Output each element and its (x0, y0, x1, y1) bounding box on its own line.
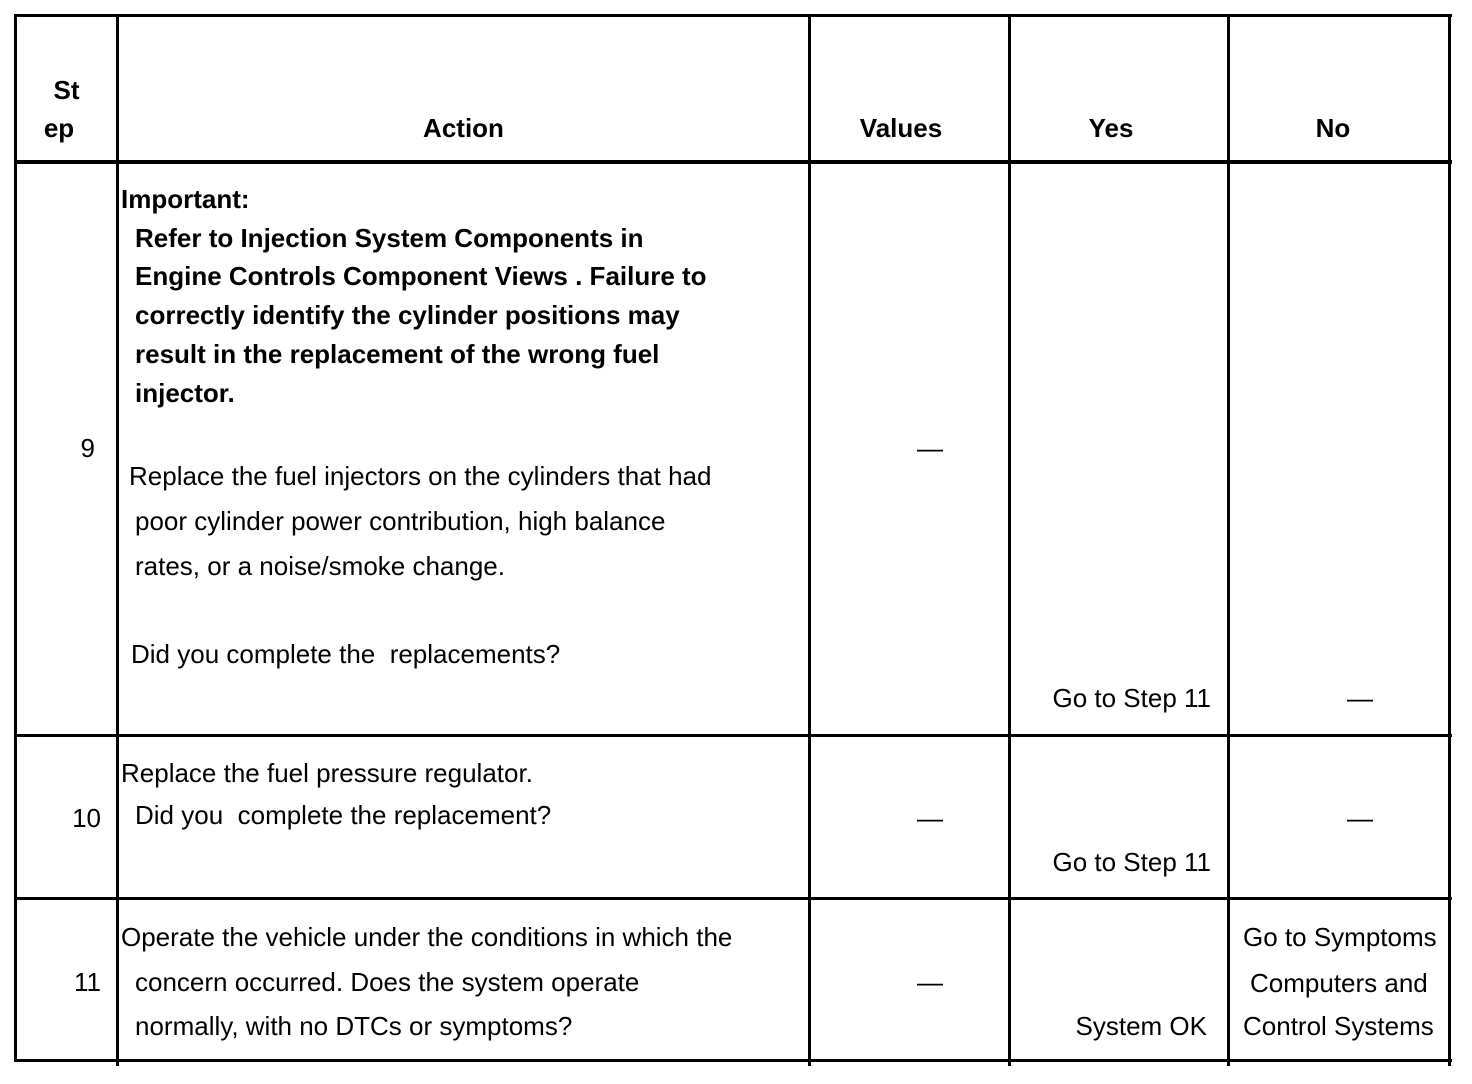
row-11-no-line-2: Computers and (1250, 968, 1428, 998)
row-9-important-line-3: correctly identify the cylinder positions may (135, 300, 680, 330)
row-9-important-label: Important: (121, 184, 250, 214)
row-9-action-line-3: rates, or a noise/smoke change. (135, 551, 505, 581)
header-divider (14, 160, 1452, 164)
col-divider-yes-no (1227, 14, 1230, 1066)
row-11-step: 11 (74, 967, 101, 997)
col-divider-action-values (808, 14, 811, 1066)
row-9-action-line-1: Replace the fuel injectors on the cylinders that had (129, 461, 712, 491)
table-border-top (14, 14, 1452, 17)
col-divider-step-action (116, 14, 119, 1066)
row-11-no-line-3: Control Systems (1243, 1011, 1434, 1041)
table-border-bottom (14, 1059, 1452, 1062)
row-divider-10-11 (14, 897, 1452, 900)
row-11-action-line-1: Operate the vehicle under the conditions in which the (121, 922, 733, 952)
row-9-yes: Go to Step 11 (1052, 683, 1211, 713)
row-11-action-line-2: concern occurred. Does the system operate (135, 967, 640, 997)
header-step-line2: ep (43, 113, 75, 143)
row-9-action-line-2: poor cylinder power contribution, high balance (135, 506, 666, 536)
header-no: No (1315, 113, 1351, 143)
header-yes: Yes (1088, 113, 1134, 143)
row-10-action-line-1: Replace the fuel pressure regulator. (121, 758, 533, 788)
row-11-action-line-3: normally, with no DTCs or symptoms? (135, 1011, 573, 1041)
row-10-action-line-2: Did you complete the replacement? (135, 800, 552, 830)
row-10-values: — (917, 803, 943, 833)
row-9-no: — (1347, 683, 1373, 713)
row-9-step: 9 (80, 433, 95, 463)
row-9-important-line-5: injector. (135, 378, 235, 408)
row-10-step: 10 (72, 803, 101, 833)
row-9-values: — (917, 433, 943, 463)
row-11-values: — (917, 967, 943, 997)
col-divider-values-yes (1008, 14, 1011, 1066)
header-values: Values (859, 113, 943, 143)
row-11-yes: System OK (1075, 1011, 1207, 1041)
row-divider-9-10 (14, 734, 1452, 737)
table-border-left (14, 14, 17, 1062)
table-border-right (1448, 14, 1451, 1066)
row-9-question: Did you complete the replacements? (131, 639, 561, 669)
row-9-important-line-2: Engine Controls Component Views . Failure to (135, 261, 707, 291)
row-10-yes: Go to Step 11 (1052, 847, 1211, 877)
row-9-important-line-4: result in the replacement of the wrong fuel (135, 339, 660, 369)
row-11-no-line-1: Go to Symptoms (1243, 922, 1437, 952)
row-9-important-line-1: Refer to Injection System Components in (135, 223, 644, 253)
header-step-line1: St (53, 75, 80, 105)
header-action: Action (423, 113, 504, 143)
row-10-no: — (1347, 803, 1373, 833)
